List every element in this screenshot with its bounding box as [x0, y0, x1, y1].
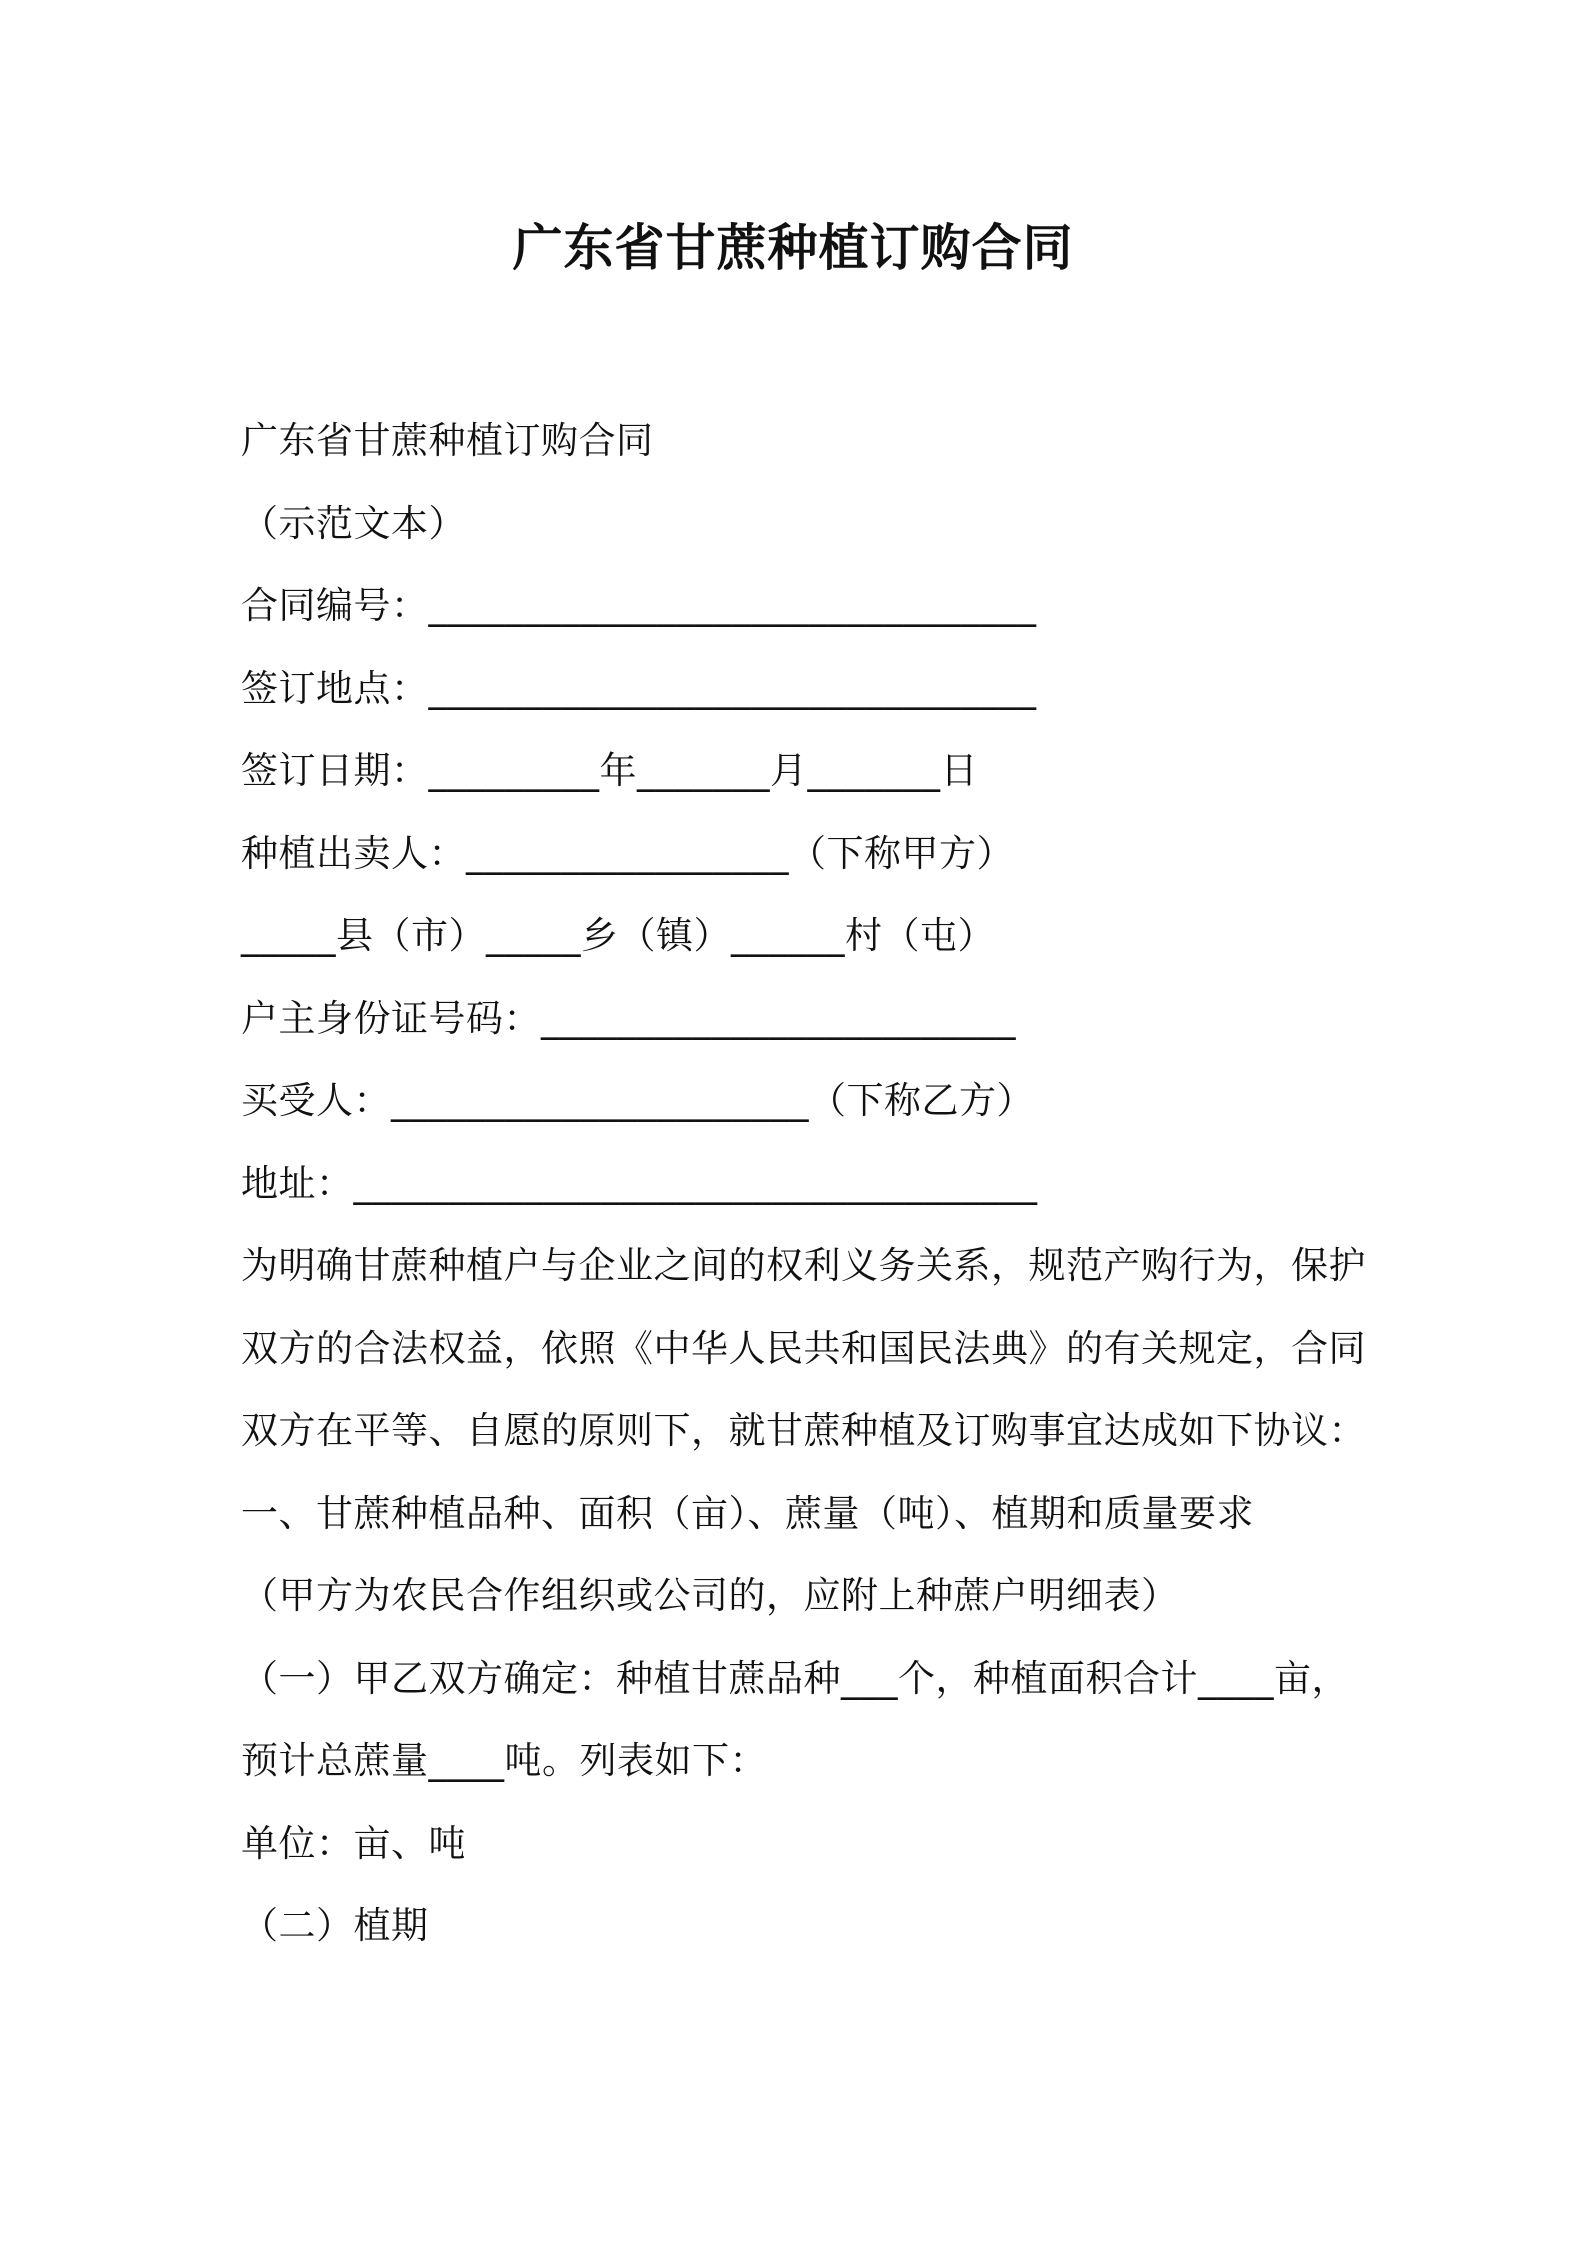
id-number-line: 户主身份证号码：_________________________: [241, 996, 1016, 1040]
section-1-heading: 一、甘蔗种植品种、面积（亩）、蔗量（吨）、植期和质量要求: [241, 1491, 1254, 1535]
clause-1-1-line-2: 预计总蔗量____吨。列表如下：: [241, 1739, 767, 1782]
buyer-address-line: 地址：____________________________________: [241, 1161, 1038, 1205]
unit-line: 单位：亩、吨: [241, 1821, 466, 1865]
document-title: 广东省甘蔗种植订购合同: [512, 219, 1074, 277]
template-note-line: （示范文本）: [241, 501, 466, 545]
section-1-note: （甲方为农民合作组织或公司的，应附上种蔗户明细表）: [241, 1574, 1179, 1617]
preamble-line-3: 双方在平等、自愿的原则下，就甘蔗种植及订购事宜达成如下协议：: [241, 1409, 1366, 1452]
contract-number-line: 合同编号：________________________________: [241, 584, 1037, 627]
preamble-line-2: 双方的合法权益，依照《中华人民共和国民法典》的有关规定，合同: [241, 1326, 1366, 1370]
buyer-line: 买受人：______________________（下称乙方）: [241, 1079, 1034, 1122]
seller-address-line: _____县（市）_____乡（镇）______村（屯）: [241, 914, 995, 957]
document-body: [241, 400, 1371, 1968]
preamble-line-1: 为明确甘蔗种植户与企业之间的权利义务关系，规范产购行为，保护: [241, 1244, 1366, 1287]
clause-1-2-heading: （二）植期: [241, 1904, 429, 1947]
signing-date-line: 签订日期：_________年_______月_______日: [241, 749, 978, 792]
signing-place-line: 签订地点：________________________________: [241, 666, 1037, 710]
clause-1-1-line-1: （一）甲乙双方确定：种植甘蔗品种___个，种植面积合计____亩，: [241, 1656, 1349, 1700]
subtitle-line: 广东省甘蔗种植订购合同: [241, 419, 654, 462]
seller-line: 种植出卖人：_________________（下称甲方）: [241, 831, 1014, 875]
